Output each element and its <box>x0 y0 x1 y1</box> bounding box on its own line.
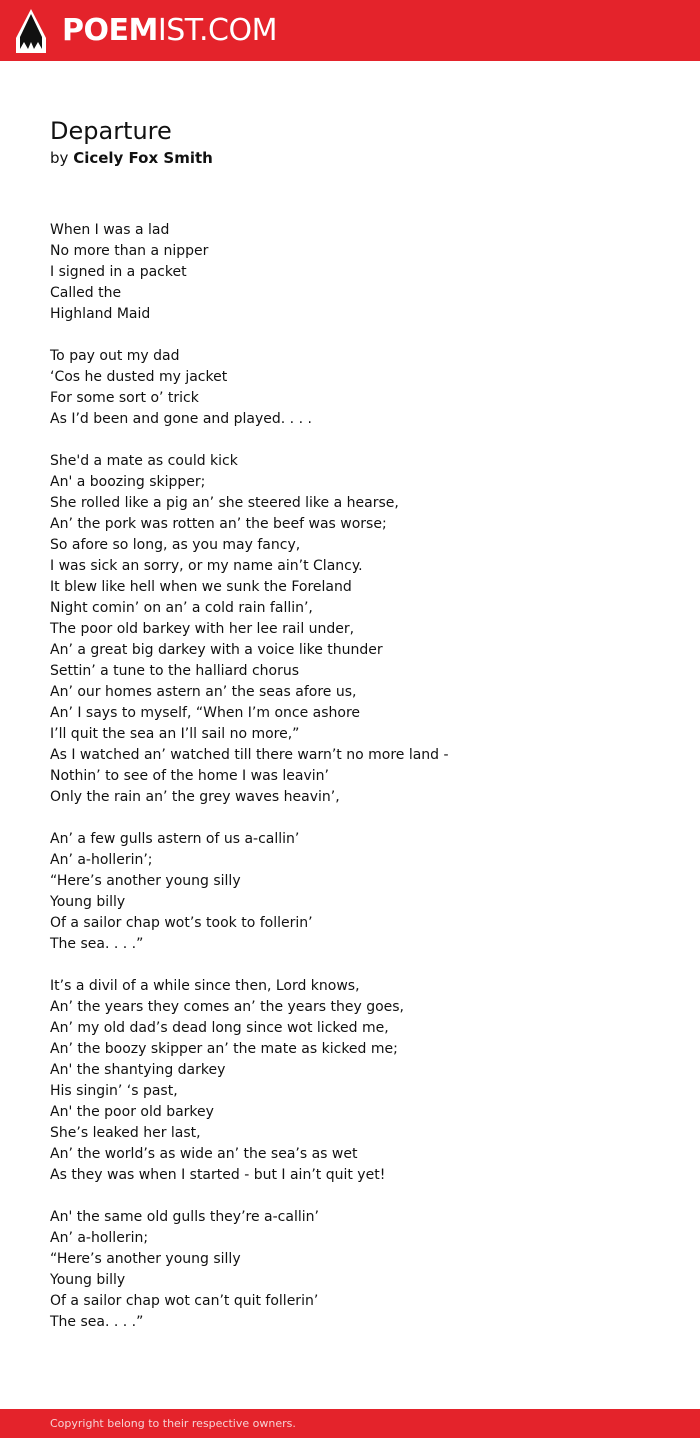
poem-line: I signed in a packet <box>50 264 187 280</box>
poem-content <box>50 116 670 1354</box>
poem-line: Young billy <box>50 894 126 910</box>
poem-line: As I’d been and gone and played. . . . <box>50 411 312 427</box>
poem-line: No more than a nipper <box>50 243 209 259</box>
poem-line: For some sort o’ trick <box>50 390 199 406</box>
poem-line: An’ the pork was rotten an’ the beef was worse; <box>50 516 387 532</box>
poem-line: Called the <box>50 285 122 301</box>
poem-line: An’ a-hollerin’; <box>50 852 153 868</box>
poem-byline <box>50 148 670 169</box>
poem-line: Highland Maid <box>50 306 151 322</box>
poem-line: She’s leaked her last, <box>50 1125 201 1141</box>
poem-line: I’ll quit the sea an I’ll sail no more,” <box>50 726 300 742</box>
poem-line: She rolled like a pig an’ she steered like a hearse, <box>50 495 399 511</box>
poem-line: So afore so long, as you may fancy, <box>50 537 301 553</box>
poem-line: She'd a mate as could kick <box>50 453 238 469</box>
poem-line: The sea. . . .” <box>50 1314 144 1330</box>
site-logo-text <box>62 13 277 48</box>
poem-line: An’ our homes astern an’ the seas afore us, <box>50 684 357 700</box>
poem-line: An’ my old dad’s dead long since wot licked me, <box>50 1020 389 1036</box>
poem-line: The poor old barkey with her lee rail under, <box>50 621 355 637</box>
poem-line: An’ a few gulls astern of us a-callin’ <box>50 831 300 847</box>
poem-line: An’ a-hollerin; <box>50 1230 149 1246</box>
poem-line: An' a boozing skipper; <box>50 474 206 490</box>
poem-line: To pay out my dad <box>50 348 180 364</box>
site-logo-link[interactable] <box>16 8 277 54</box>
poem-line: Of a sailor chap wot’s took to follerin’ <box>50 915 313 931</box>
poem-body <box>50 220 670 1333</box>
poem-stanza <box>50 1207 670 1333</box>
poem-line: As they was when I started - but I ain’t quit yet! <box>50 1167 386 1183</box>
poem-stanza <box>50 220 670 325</box>
poem-line: As I watched an’ watched till there warn’t no more land - <box>50 747 449 763</box>
logo-bold-text: POEM <box>62 13 158 48</box>
poem-line: The sea. . . .” <box>50 936 144 952</box>
poem-stanza <box>50 829 670 955</box>
poem-line: When I was a lad <box>50 222 170 238</box>
poem-line: Settin’ a tune to the halliard chorus <box>50 663 300 679</box>
poem-line: His singin’ ‘s past, <box>50 1083 178 1099</box>
poem-title: Departure <box>50 117 172 145</box>
poem-line: ‘Cos he dusted my jacket <box>50 369 228 385</box>
poem-line: An’ a great big darkey with a voice like thunder <box>50 642 383 658</box>
site-header <box>0 0 700 61</box>
poem-line: An’ I says to myself, “When I’m once ashore <box>50 705 361 721</box>
poem-line: Young billy <box>50 1272 126 1288</box>
poem-line: “Here’s another young silly <box>50 873 241 889</box>
poem-line: “Here’s another young silly <box>50 1251 241 1267</box>
poem-line: Only the rain an’ the grey waves heavin’, <box>50 789 340 805</box>
byline-prefix: by <box>50 149 69 167</box>
poem-line: An’ the boozy skipper an’ the mate as kicked me; <box>50 1041 398 1057</box>
poem-line: An’ the world’s as wide an’ the sea’s as wet <box>50 1146 358 1162</box>
poem-line: An’ the years they comes an’ the years they goes, <box>50 999 404 1015</box>
poem-line: An' the poor old barkey <box>50 1104 214 1120</box>
pencil-icon <box>16 9 46 53</box>
poem-line: Night comin’ on an’ a cold rain fallin’, <box>50 600 313 616</box>
poem-line: Nothin’ to see of the home I was leavin’ <box>50 768 329 784</box>
logo-light-text: IST.COM <box>157 13 277 48</box>
poem-line: An' the shantying darkey <box>50 1062 226 1078</box>
site-footer <box>0 1409 700 1438</box>
poem-stanza <box>50 346 670 430</box>
poem-stanza <box>50 976 670 1186</box>
poem-line: An' the same old gulls they’re a-callin’ <box>50 1209 319 1225</box>
poem-author: Cicely Fox Smith <box>73 149 213 167</box>
poem-stanza <box>50 451 670 808</box>
poem-line: Of a sailor chap wot can’t quit follerin’ <box>50 1293 319 1309</box>
copyright-text: Copyright belong to their respective owners. <box>50 1417 296 1430</box>
poem-line: It blew like hell when we sunk the Foreland <box>50 579 352 595</box>
poem-line: I was sick an sorry, or my name ain’t Clancy. <box>50 558 363 574</box>
poem-line: It’s a divil of a while since then, Lord knows, <box>50 978 360 994</box>
